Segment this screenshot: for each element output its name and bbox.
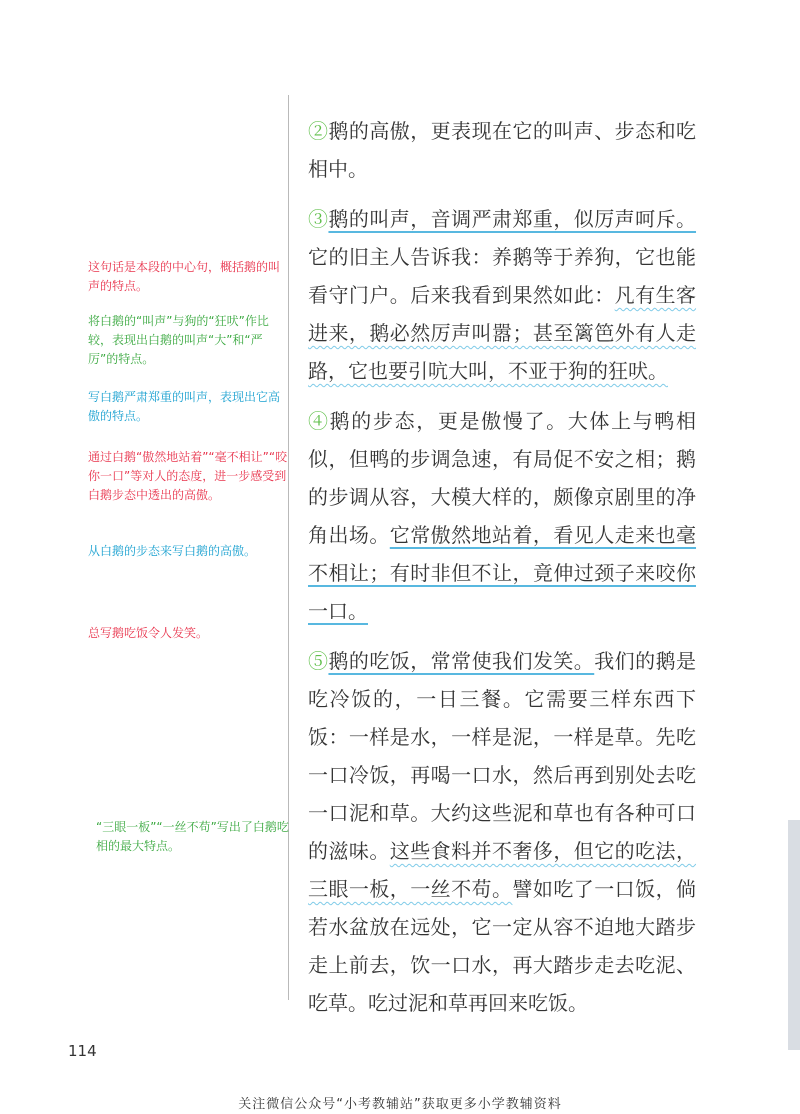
page-number: 114: [68, 1042, 97, 1060]
note-eating-feature: “三眼一板”“一丝不苟”写出了白鹅吃相的最大特点。: [96, 820, 289, 853]
paragraph-4: [308, 402, 696, 630]
paragraph-text: 它的旧主人告诉我：养鹅等于养狗，它也能看守门户。后来我看到果然如此：: [308, 245, 696, 307]
note-gait-pride: 从白鹅的步态来写白鹅的高傲。: [88, 544, 257, 558]
note-attitude: 通过白鹅“傲然地站着”“毫不相让”“咬你一口”等对人的态度，进一步感受到白鹅步态中透出的高傲。: [88, 450, 288, 502]
paragraph-2: [308, 112, 696, 188]
paragraph-5: [308, 642, 696, 1022]
paragraph-text: 我们的鹅是吃冷饭的，一日三餐。它需要三样东西下饭：一样是水，一样是泥，一样是草。先吃一口冷饭，再喝一口水，然后再到别处去吃一口泥和草。大约这些泥和草也有各种可口的滋味。: [308, 649, 697, 863]
note-comparison: 将白鹅的“叫声”与狗的“狂吠”作比较，表现出白鹅的叫声“大”和“严厉”的特点。: [88, 314, 269, 366]
paragraph-number: ③: [308, 207, 329, 231]
paragraph-number: ⑤: [308, 649, 329, 673]
note-voice-pride: 写白鹅严肃郑重的叫声，表现出它高傲的特点。: [88, 390, 281, 423]
underlined-attitude: 它常傲然地站着，看见人走来也毫不相让；有时非但不让，竟伸过颈子来咬你一口。: [308, 523, 697, 623]
paragraph-number: ②: [308, 119, 329, 143]
footer-text: 关注微信公众号“小考教辅站”获取更多小学教辅资料: [238, 1097, 562, 1112]
paragraph-text: 譬如吃了一口饭，倘若水盆放在远处，它一定从容不迫地大踏步走上前去，饮一口水，再大踏步走去吃泥、吃草。吃过泥和草再回来吃饭。: [308, 877, 697, 1015]
central-sentence: 鹅的叫声，音调严肃郑重，似厉声呵斥。: [328, 207, 697, 231]
note-eating-laugh: 总写鹅吃饭令人发笑。: [88, 626, 209, 640]
main-text: [308, 112, 696, 1034]
paragraph-text: 鹅的步态，更是傲慢了。大体上与鸭相似，但鸭的步调急速，有局促不安之相；鹅的步调从容，大模大样的，颇像京剧里的净角出场。: [308, 409, 697, 547]
paragraph-text: 鹅的高傲，更表现在它的叫声、步态和吃相中。: [308, 119, 697, 181]
page-edge-tab: [788, 820, 800, 1050]
paragraph-3: [308, 200, 696, 390]
paragraph-number: ④: [308, 409, 330, 433]
underlined-eating-feature: 这些食料并不奢侈，但它的吃法，三眼一板，一丝不苟。: [308, 839, 697, 901]
note-central-sentence: 这句话是本段的中心句，概括鹅的叫声的特点。: [88, 260, 281, 293]
underlined-eating-intro: 鹅的吃饭，常常使我们发笑。: [328, 649, 595, 673]
underlined-comparison: 凡有生客进来，鹅必然厉声叫嚣；甚至篱笆外有人走路，它也要引吭大叫，不亚于狗的狂吠。: [308, 283, 697, 383]
